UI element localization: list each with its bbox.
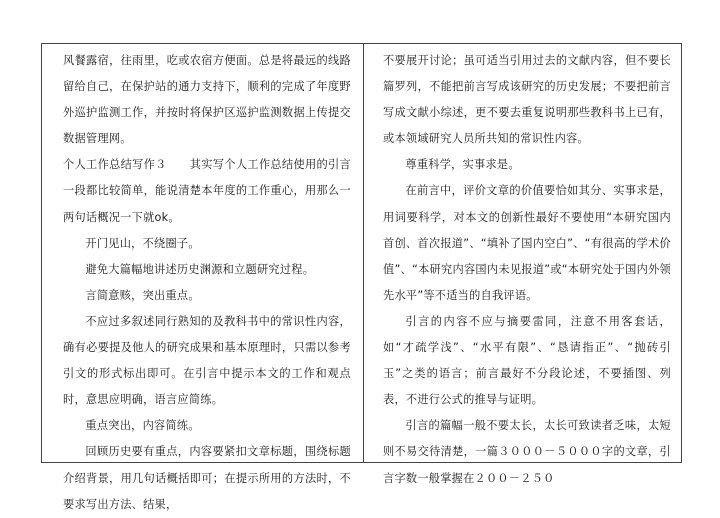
paragraph: 不要展开讨论；虽可适当引用过去的文献内容，但不要长篇罗列，不能把前言写成该研究的历史发展；不要把前言写成文献小综述，更不要去重复说明那些教科书上已有，或本领域研究人员所共知的常识性内容。 (383, 54, 671, 146)
paragraph: 回顾历史要有重点，内容要紧扣文章标题，围绕标题介绍背景，用几句话概括即可；在提示所用的方法时，不要求写出方法、结果， (63, 445, 351, 511)
right-column (383, 48, 671, 492)
left-column (63, 48, 351, 518)
paragraph: 风餐露宿，往雨里，吃或农宿方便面。总是将最远的线路留给自己，在保护站的通力支持下，顺利的完成了年度野外巡护监测工作，并按时将保护区巡护监测数据上传提交数据管理网。 (63, 54, 351, 146)
paragraph: 不应过多叙述同行熟知的及教科书中的常识性内容，确有必要提及他人的研究成果和基本原理时，只需以参考引文的形式标出即可。在引言中提示本文的工作和观点时，意思应明确，语言应简练。 (63, 314, 351, 407)
paragraph: 尊重科学，实事求是。 (405, 158, 520, 172)
paragraph: 言简意赅，突出重点。 (85, 288, 200, 302)
paragraph: 避免大篇幅地讲述历史渊源和立题研究过程。 (85, 262, 315, 276)
paragraph: 开门见山，不绕圈子。 (85, 236, 200, 250)
paragraph: 重点突出，内容简练。 (85, 419, 200, 433)
paragraph: 个人工作总结写作３ 其实写个人工作总结使用的引言一段都比较简单，能说清楚本年度的工作重心，用那么一两句话概况一下就ok。 (63, 158, 351, 224)
paragraph: 在前言中，评价文章的价值要恰如其分、实事求是，用词要科学，对本文的创新性最好不要使用“本研究国内首创、首次报道”、“填补了国内空白”、“有很高的学术价值”、“本研究内容国内未见报道”或“本研究处于国内外领先水平”等不适当的自我评语。 (383, 184, 671, 302)
column-divider (363, 43, 364, 463)
paragraph: 引言的篇幅一般不要太长，太长可致读者乏味，太短则不易交待清楚，一篇３０００－５０００字的文章，引言字数一般掌握在２００－２５０ (383, 419, 671, 485)
paragraph: 引言的内容不应与摘要雷同，注意不用客套话，如“才疏学浅”、“水平有限”、“恳请指正”、“抛砖引玉”之类的语言；前言最好不分段论述，不要插图、列表，不进行公式的推导与证明。 (383, 314, 671, 407)
